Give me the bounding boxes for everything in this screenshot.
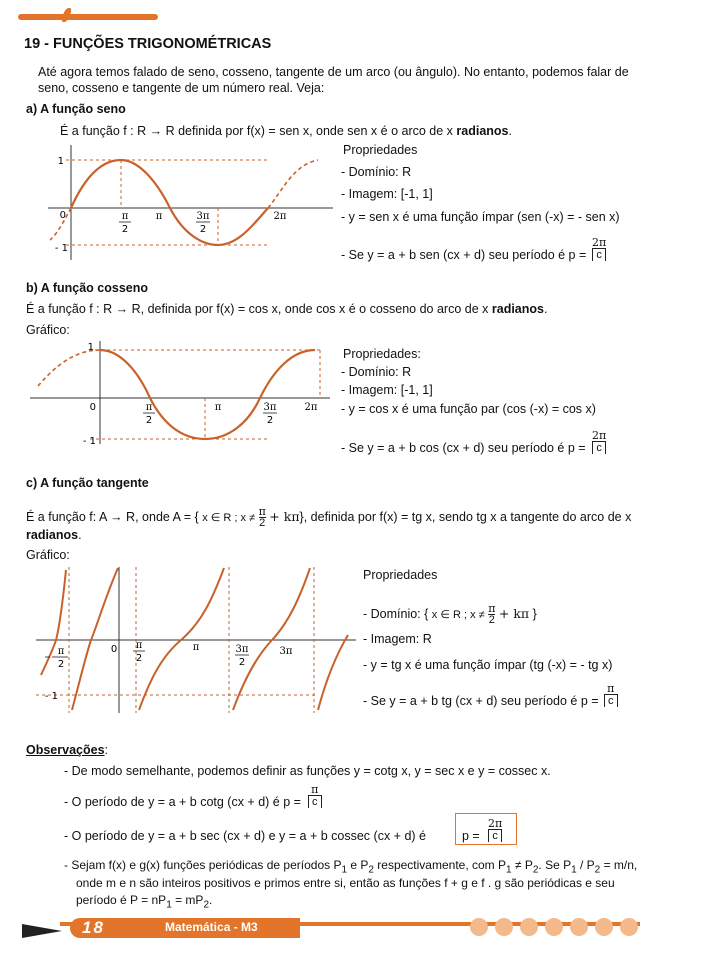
seno-tick-zero: 0	[59, 210, 66, 221]
tangente-tick-zero: 0	[110, 644, 118, 655]
seno-tick-minus-one: - 1	[54, 243, 68, 254]
cosseno-tick-three-pi-den: 2	[266, 415, 274, 426]
obs-line-3: - O período de y = a + b sec (cx + d) e y = a + b cossec (cx + d) é	[64, 829, 426, 843]
cosseno-tick-two-pi: 2π	[304, 402, 318, 413]
tangente-tick-three-pi-half-num: 3π	[235, 644, 249, 655]
tangente-tick-pi-half-den: 2	[135, 653, 143, 664]
tangente-graph	[36, 565, 356, 715]
tangente-prop-domain: - Domínio: { x ∈ R ; x ≠ $\frac{\pi}{2}$ + kπ }	[363, 602, 537, 626]
cosseno-period: - Se y = a + b cos (cx + d) seu período é p =	[341, 441, 586, 455]
cosseno-period-fraction: $\frac{2\pi}{c}$	[592, 429, 607, 454]
seno-definition: É a função f : R → R definida por f(x) = sen x, onde sen x é o arco de x radianos.	[60, 124, 512, 138]
section-seno-heading: a) A função seno	[26, 102, 126, 116]
page-title: 19 - FUNÇÕES TRIGONOMÉTRICAS	[24, 36, 272, 52]
cosseno-prop-image: - Imagem: [-1, 1]	[341, 383, 433, 397]
tangente-tick-pi: π	[192, 642, 200, 653]
tangente-definition-end: radianos.	[26, 528, 82, 542]
seno-tick-two-pi: 2π	[273, 211, 287, 222]
footer-dot	[520, 918, 538, 936]
seno-graph	[48, 140, 333, 265]
footer-dot	[545, 918, 563, 936]
seno-tick-pi-half-den: 2	[121, 224, 129, 235]
footer-dot	[620, 918, 638, 936]
tangente-period-fraction: $\frac{\pi}{c}$	[604, 683, 618, 707]
obs-line-2: - O período de y = a + b cotg (cx + d) é p =	[64, 795, 301, 809]
seno-tick-three-pi-num: 3π	[196, 211, 210, 222]
obs-line-2-fraction: $\frac{\pi}{c}$	[308, 784, 322, 808]
intro-line-1: Até agora temos falado de seno, cosseno, tangente de um arco (ou ângulo). No entanto, podemos falar de	[38, 65, 629, 79]
cosseno-definition: É a função f : R → R, definida por f(x) = cos x, onde cos x é o cosseno do arco de x radianos.	[26, 302, 548, 316]
obs-line-4c: período é $P = nP_1 = mP_2$.	[76, 893, 213, 911]
cosseno-tick-zero: 0	[89, 402, 96, 413]
tangente-tick-three-pi-half-den: 2	[238, 657, 246, 668]
footer-dot	[595, 918, 613, 936]
cosseno-tick-pi-half-num: π	[145, 402, 153, 413]
cosseno-tick-minus-one: - 1	[82, 436, 96, 447]
footer-arrow-icon	[22, 924, 62, 938]
cosseno-graph	[30, 336, 330, 448]
page-number: 18	[82, 918, 105, 937]
tangente-definition: É a função f: A → R, onde A = { x ∈ R ; x ≠ $\frac{\pi}{2}$ + kπ}, definida por f(x) = tg x, sendo tg x a tangente do arco de x	[26, 505, 632, 529]
tangente-props-title: Propriedades	[363, 568, 438, 582]
obs-line-3-p: p =	[462, 829, 480, 843]
obs-line-4b: onde m e n são inteiros positivos e primos entre si, então as funções f + g e f . g são periódicas e seu	[76, 876, 615, 890]
cosseno-props-title: Propriedades:	[343, 347, 421, 361]
obs-line-1: - De modo semelhante, podemos definir as funções y = cotg x, y = sec x e y = cossec x.	[64, 764, 551, 778]
tangente-tick-minus-pi-half-den: 2	[57, 659, 65, 670]
seno-props-title: Propriedades	[343, 143, 418, 157]
obs-line-3-fraction: $\frac{2\pi}{c}$	[488, 817, 503, 842]
footer-dot	[470, 918, 488, 936]
seno-tick-one: 1	[57, 156, 64, 167]
seno-period: - Se y = a + b sen (cx + d) seu período é p =	[341, 248, 587, 262]
section-tangente-heading: c) A função tangente	[26, 476, 149, 490]
seno-prop-image: - Imagem: [-1, 1]	[341, 187, 433, 201]
seno-prop-odd: - y = sen x é uma função ímpar (sen (-x) = - sen x)	[341, 210, 620, 224]
intro-line-2: seno, cosseno e tangente de um número real. Veja:	[38, 81, 325, 95]
tangente-tick-three-pi: 3π	[279, 646, 293, 657]
footer-title: Matemática - M3	[165, 920, 258, 934]
footer-dot	[495, 918, 513, 936]
cosseno-tick-pi-half-den: 2	[145, 415, 153, 426]
cosseno-tick-pi: π	[214, 402, 222, 413]
seno-prop-domain: - Domínio: R	[341, 165, 412, 179]
tangente-prop-image: - Imagem: R	[363, 632, 432, 646]
header-accent-bar	[18, 14, 158, 20]
tangente-tick-pi-half-num: π	[135, 640, 143, 651]
seno-period-fraction: $\frac{2\pi}{c}$	[592, 236, 607, 261]
cosseno-prop-domain: - Domínio: R	[341, 365, 412, 379]
tangente-grafico-label: Gráfico:	[26, 548, 70, 562]
tangente-tick-minus-one: - 1	[44, 691, 58, 702]
observacoes-heading: Observações:	[26, 743, 109, 757]
tangente-tick-minus-pi-half-num: π	[57, 646, 65, 657]
footer-dot	[570, 918, 588, 936]
tangente-prop-odd: - y = tg x é uma função ímpar (tg (-x) = - tg x)	[363, 658, 613, 672]
cosseno-prop-even: - y = cos x é uma função par (cos (-x) = cos x)	[341, 402, 596, 416]
tangente-period: - Se y = a + b tg (cx + d) seu período é p =	[363, 694, 599, 708]
cosseno-tick-one: 1	[87, 342, 94, 353]
cosseno-grafico-label: Gráfico:	[26, 323, 70, 337]
seno-tick-pi: π	[155, 211, 163, 222]
seno-tick-three-pi-den: 2	[199, 224, 207, 235]
section-cosseno-heading: b) A função cosseno	[26, 281, 149, 295]
obs-line-4a: - Sejam f(x) e g(x) funções periódicas de períodos $P_1$ e $P_2$ respectivamente, com $P_1 \ne P_2$. Se $P_1 / P_2 = m/n$,	[64, 858, 638, 876]
seno-tick-pi-half-num: π	[121, 211, 129, 222]
cosseno-tick-three-pi-num: 3π	[263, 402, 277, 413]
